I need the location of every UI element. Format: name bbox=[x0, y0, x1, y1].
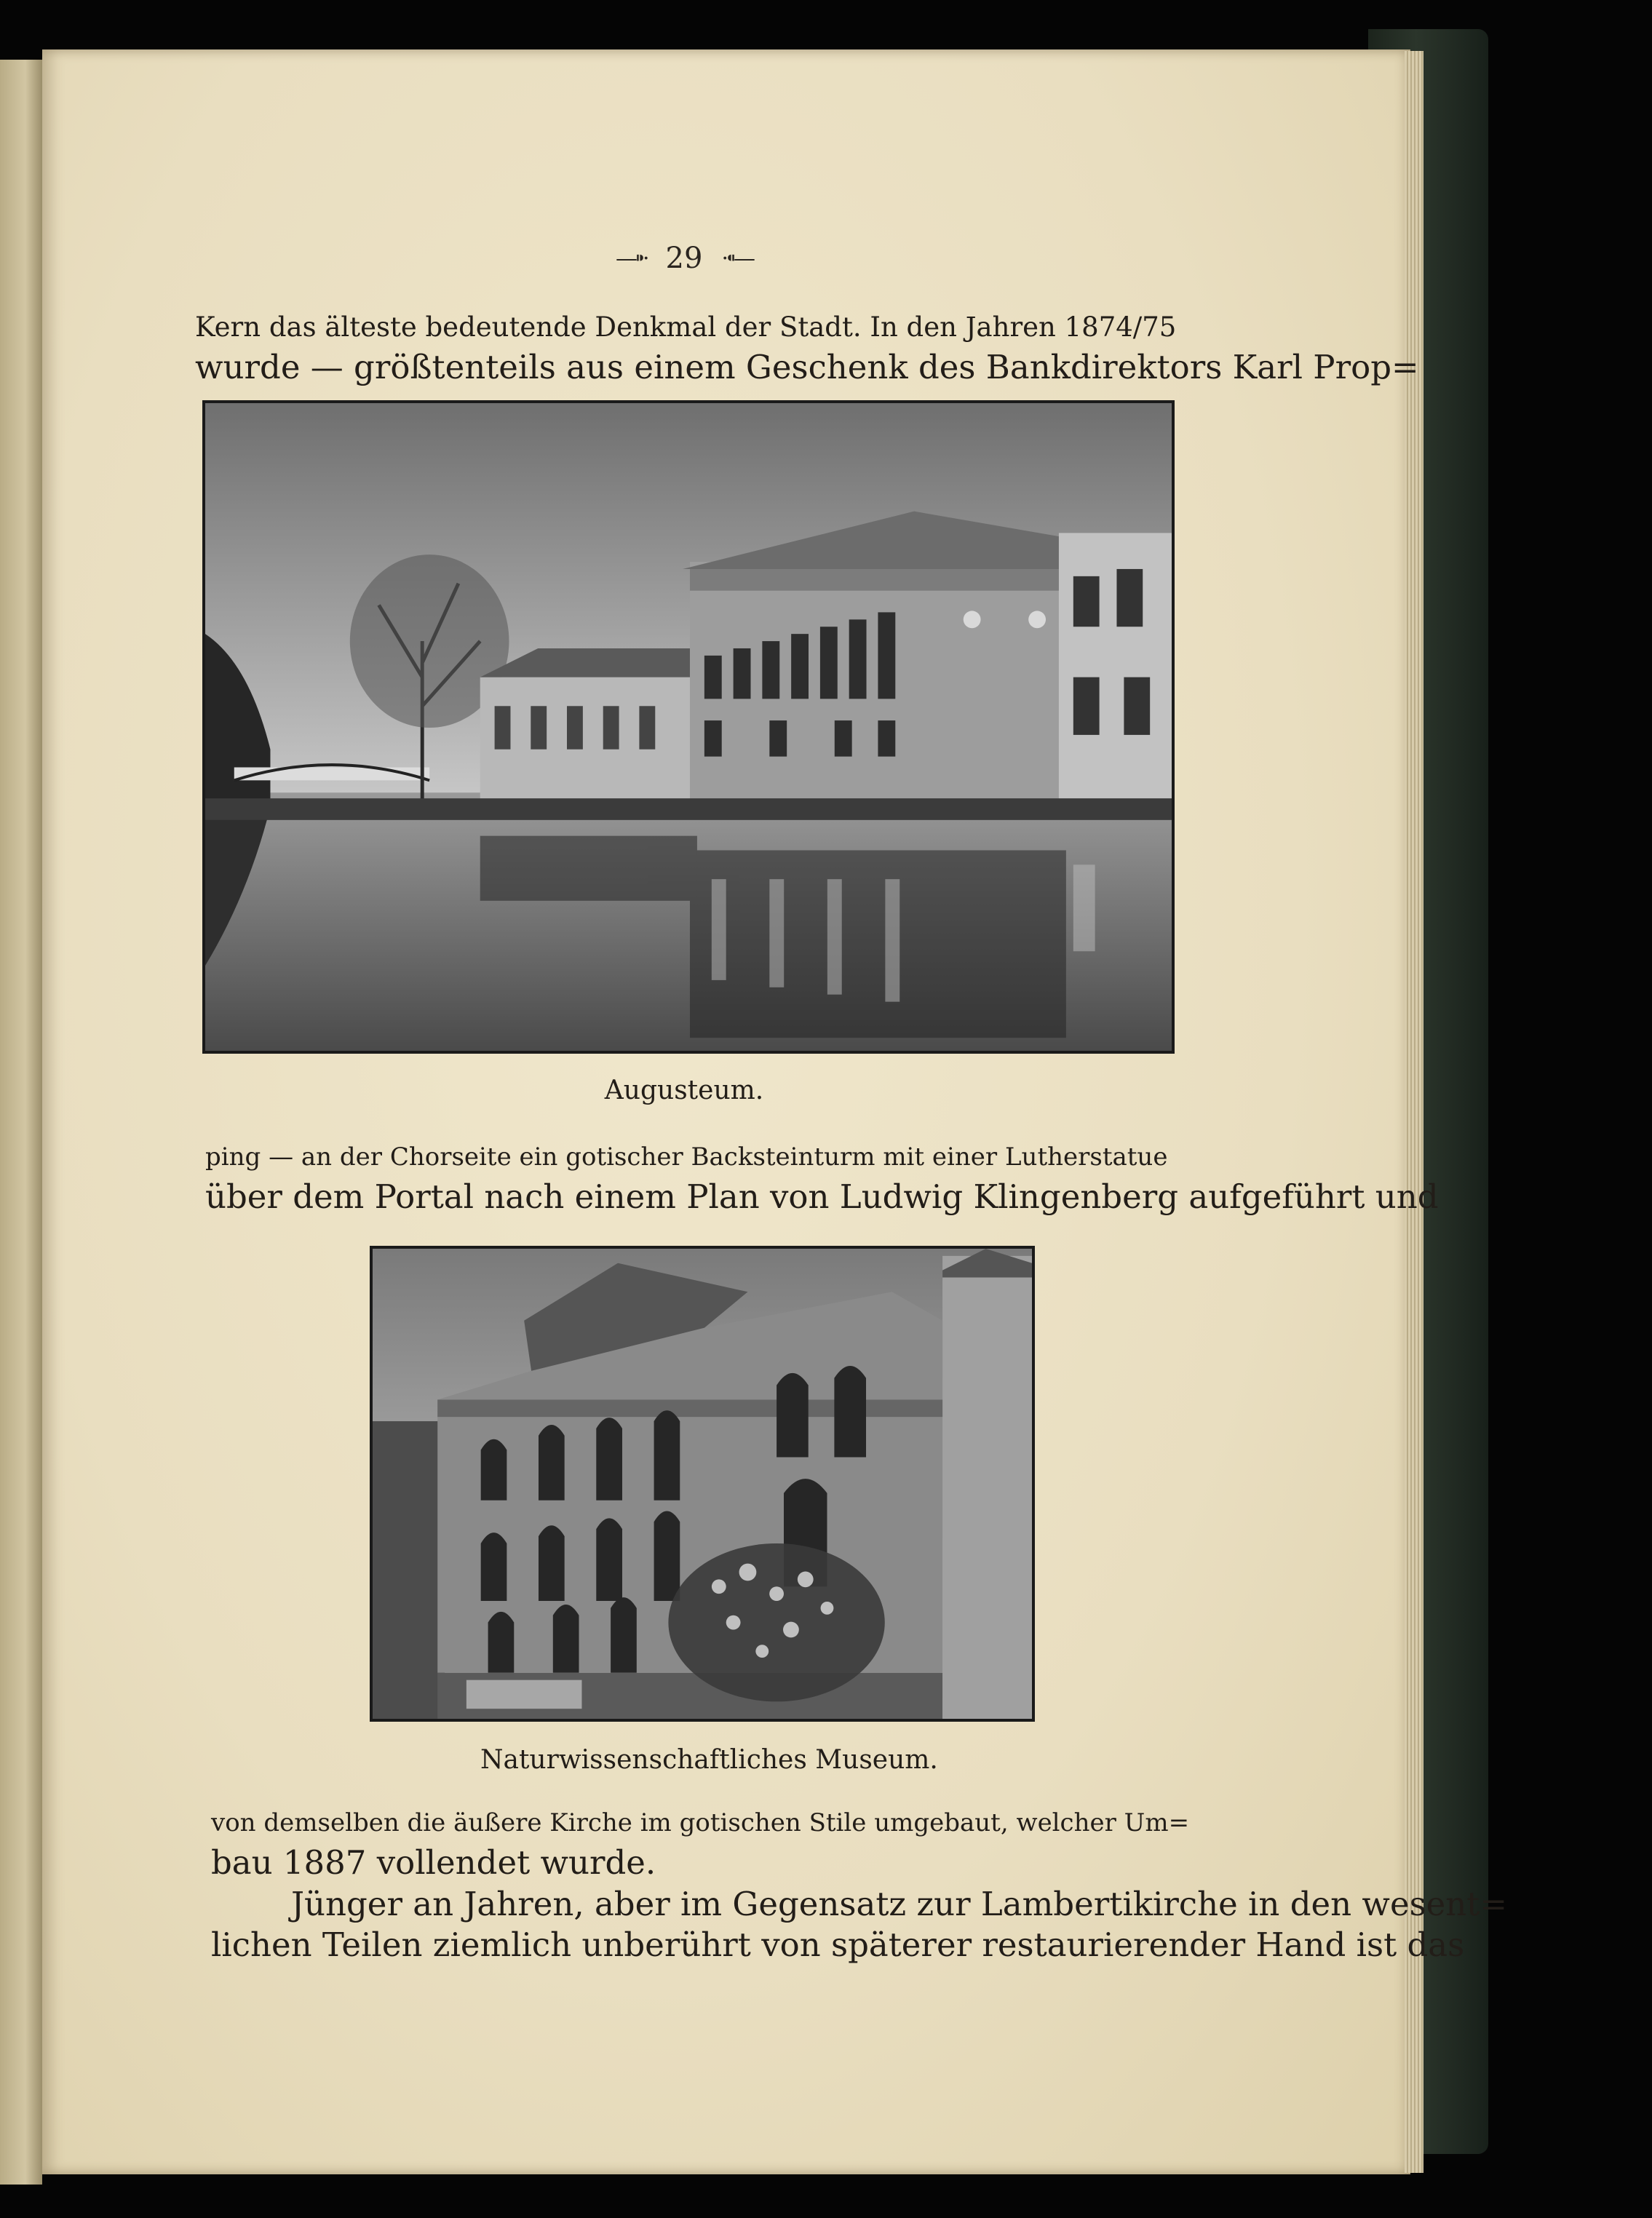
text-line-6-content: bau 1887 vollendet wurde. bbox=[211, 1843, 656, 1882]
page-number-header bbox=[582, 236, 786, 280]
text-line-2-content: wurde — größtenteils aus einem Geschenk des Bankdirektors Karl Prop= bbox=[195, 348, 1419, 386]
museum-photo bbox=[370, 1246, 1035, 1722]
text-line-7 bbox=[291, 1883, 1508, 1926]
text-line-6 bbox=[211, 1841, 1197, 1885]
text-line-1 bbox=[195, 306, 1178, 349]
text-line-5 bbox=[211, 1801, 1197, 1845]
augusteum-illustration bbox=[205, 403, 1172, 1051]
text-line-3 bbox=[205, 1135, 1188, 1179]
ornament-right: ·⁌— bbox=[721, 245, 752, 271]
text-line-8-content: lichen Teilen ziemlich unberührt von späterer restaurierender Hand ist das bbox=[211, 1925, 1465, 1964]
ornament-left: —⁍· bbox=[616, 245, 647, 271]
text-line-7-content: Jünger an Jahren, aber im Gegensatz zur Lambertikirche in den wesent= bbox=[291, 1885, 1508, 1923]
facing-page-edge bbox=[0, 60, 42, 2185]
figure-2-caption: Naturwissenschaftliches Museum. bbox=[480, 1745, 938, 1775]
page-number: 29 bbox=[665, 242, 703, 275]
text-line-1-content: Kern das älteste bedeutende Denkmal der Stadt. In den Jahren 1874/75 bbox=[195, 311, 1177, 343]
text-line-3-content: ping — an der Chorseite ein gotischer Backsteinturm mit einer Lutherstatue bbox=[205, 1142, 1168, 1172]
figure-1-caption: Augusteum. bbox=[604, 1076, 764, 1105]
text-line-4 bbox=[205, 1175, 1439, 1219]
museum-illustration bbox=[373, 1249, 1032, 1719]
text-line-4-content: über dem Portal nach einem Plan von Ludwig Klingenberg aufgeführt und bbox=[205, 1177, 1439, 1216]
text-line-8 bbox=[211, 1923, 1465, 1967]
text-line-2 bbox=[195, 346, 1419, 389]
augusteum-photo bbox=[202, 400, 1175, 1054]
text-line-5-content: von demselben die äußere Kirche im gotischen Stile umgebaut, welcher Um= bbox=[211, 1808, 1190, 1837]
